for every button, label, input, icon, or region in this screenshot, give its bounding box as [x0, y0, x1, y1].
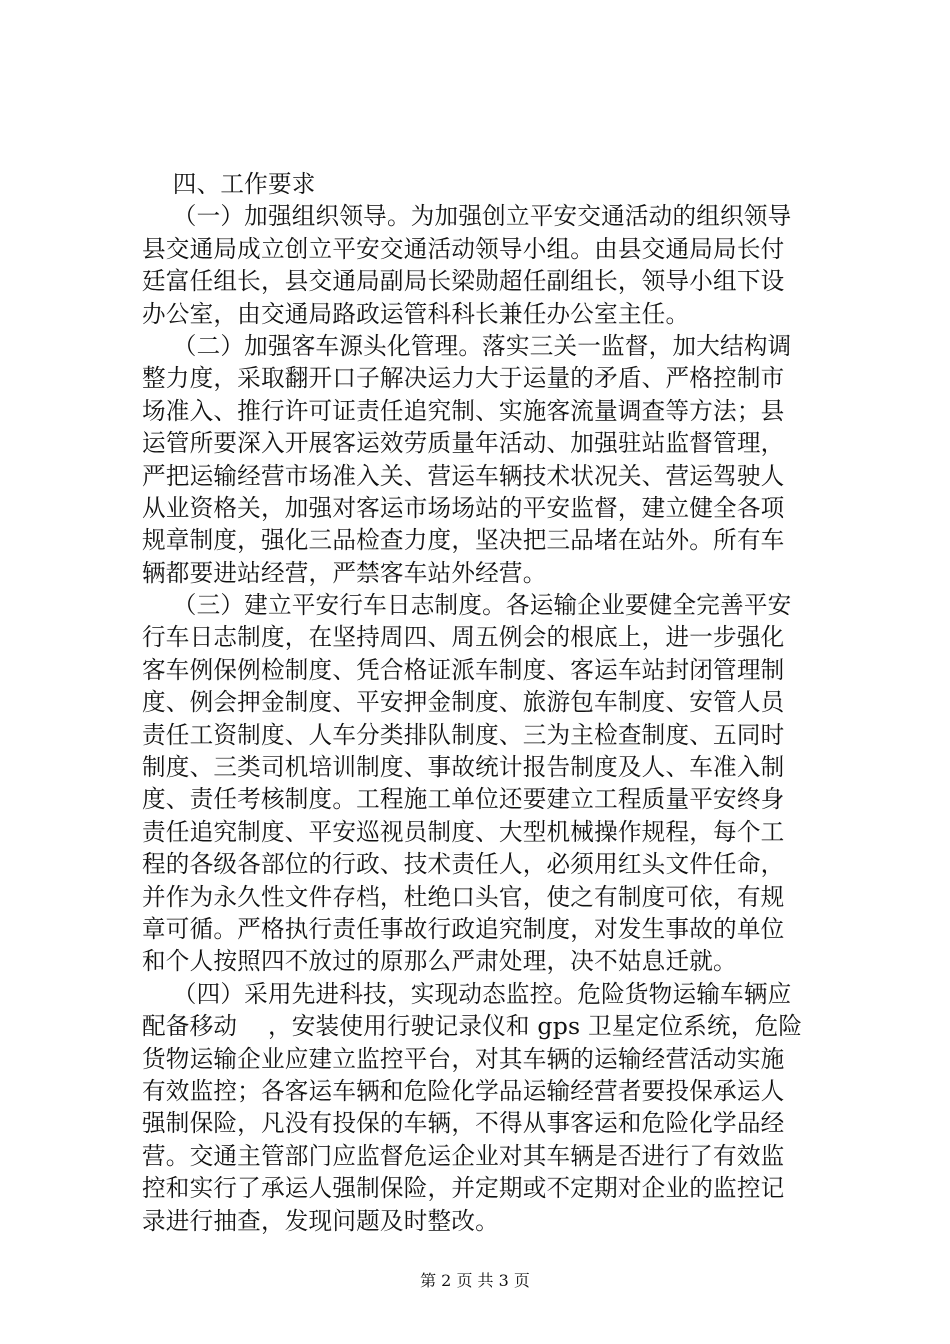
- text-line: 营。交通主管部门应监督危运企业对其车辆是否进行了有效监: [142, 1141, 785, 1170]
- text-line: 行车日志制度，在坚持周四、周五例会的根底上，进一步强化: [142, 623, 785, 652]
- text-line: 责任追究制度、平安巡视员制度、大型机械操作规程，每个工: [142, 817, 785, 846]
- text-line: （二）加强客车源头化管理。落实三关一监督，加大结构调: [142, 331, 792, 360]
- text-line: 程的各级各部位的行政、技术责任人，必须用红头文件任命，: [142, 850, 785, 879]
- text-line: 规章制度，强化三品检查力度，坚决把三品堵在站外。所有车: [142, 526, 785, 555]
- text-line: （四）采用先进科技，实现动态监控。危险货物运输车辆应: [142, 979, 792, 1008]
- text-line: 录进行抽查，发现问题及时整改。: [142, 1206, 499, 1235]
- text-line: 县交通局成立创立平安交通活动领导小组。由县交通局局长付: [142, 234, 785, 263]
- text-line: 度、责任考核制度。工程施工单位还要建立工程质量平安终身: [142, 785, 785, 814]
- text-line: 办公室，由交通局路政运管科科长兼任办公室主任。: [142, 299, 690, 328]
- document-body: [142, 168, 830, 1237]
- text-line: 客车例保例检制度、凭合格证派车制度、客运车站封闭管理制: [142, 655, 785, 684]
- text-line: 责任工资制度、人车分类排队制度、三为主检查制度、五同时: [142, 720, 785, 749]
- text-line: 配备移动 ，安装使用行驶记录仪和 gps 卫星定位系统，危险: [142, 1012, 803, 1041]
- text-line: 廷富任组长，县交通局副局长梁勋超任副组长，领导小组下设: [142, 267, 785, 296]
- text-line: 货物运输企业应建立监控平台，对其车辆的运输经营活动实施: [142, 1044, 785, 1073]
- text-line: 辆都要进站经营，严禁客车站外经营。: [142, 558, 547, 587]
- text-line: （一）加强组织领导。为加强创立平安交通活动的组织领导: [142, 202, 792, 231]
- text-line: 整力度，采取翻开口子解决运力大于运量的矛盾、严格控制市: [142, 364, 785, 393]
- text-line: 运管所要深入开展客运效劳质量年活动、加强驻站监督管理，: [142, 429, 785, 458]
- text-line: 章可循。严格执行责任事故行政追究制度，对发生事故的单位: [142, 914, 785, 943]
- text-line: 和个人按照四不放过的原那么严肃处理，决不姑息迁就。: [142, 947, 737, 976]
- text-line: 四、工作要求: [142, 170, 316, 198]
- page-number-footer: 第 2 页 共 3 页: [420, 1271, 530, 1290]
- text-line: 并作为永久性文件存档，杜绝口头官，使之有制度可依，有规: [142, 882, 785, 911]
- text-line: 有效监控；各客运车辆和危险化学品运输经营者要投保承运人: [142, 1076, 785, 1105]
- text-line: 控和实行了承运人强制保险，并定期或不定期对企业的监控记: [142, 1174, 785, 1203]
- text-line: （三）建立平安行车日志制度。各运输企业要健全完善平安: [142, 591, 792, 620]
- text-line: 制度、三类司机培训制度、事故统计报告制度及人、车准入制: [142, 753, 785, 782]
- text-line: 强制保险，凡没有投保的车辆，不得从事客运和危险化学品经: [142, 1109, 785, 1138]
- text-line: 严把运输经营市场准入关、营运车辆技术状况关、营运驾驶人: [142, 461, 785, 490]
- text-line: 度、例会押金制度、平安押金制度、旅游包车制度、安管人员: [142, 688, 785, 717]
- text-line: 从业资格关，加强对客运市场场站的平安监督，建立健全各项: [142, 493, 785, 522]
- text-line: 场准入、推行许可证责任追究制、实施客流量调查等方法；县: [142, 396, 785, 425]
